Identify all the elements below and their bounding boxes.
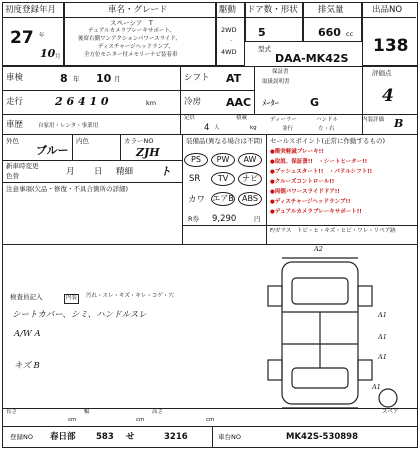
mileage-value: 2 6 4 1 0 — [55, 95, 109, 108]
equip-pw: PW — [211, 153, 235, 167]
equip-abs: ABS — [238, 192, 262, 206]
inspector-note-3: キズ B — [14, 361, 40, 371]
first-reg-month-unit: 月 — [55, 54, 61, 60]
first-reg-label: 初度登録年月 — [5, 5, 57, 15]
equip-ps: PS — [184, 153, 208, 167]
model-type-value: DAA-MK42S — [275, 52, 349, 65]
first-reg-year-unit: 年 — [39, 33, 45, 39]
first-reg-month: 10 — [40, 47, 56, 60]
first-reg-year: 27 — [10, 28, 34, 48]
score-value: 4 — [382, 86, 394, 106]
equip-tv: TV — [211, 172, 235, 186]
notes-title: 注意事項(欠品・修復・不具合箇所の詳細) — [6, 185, 129, 193]
chassis-no: MK42S-530898 — [286, 432, 359, 442]
lot-no: 138 — [373, 36, 409, 56]
inspector-note-2: A/W A — [14, 329, 41, 339]
equip-leather: カワ — [188, 195, 206, 205]
inspector-note-1: シートカバー、シミ、ハンドルスレ — [12, 310, 147, 320]
grade-label: 車名・グレード — [108, 5, 168, 15]
equip-airbag: エアB — [211, 192, 235, 206]
equip-sr: SR — [189, 174, 201, 184]
equip-navi: ナビ — [238, 172, 262, 186]
equip-aw: AW — [238, 153, 262, 167]
